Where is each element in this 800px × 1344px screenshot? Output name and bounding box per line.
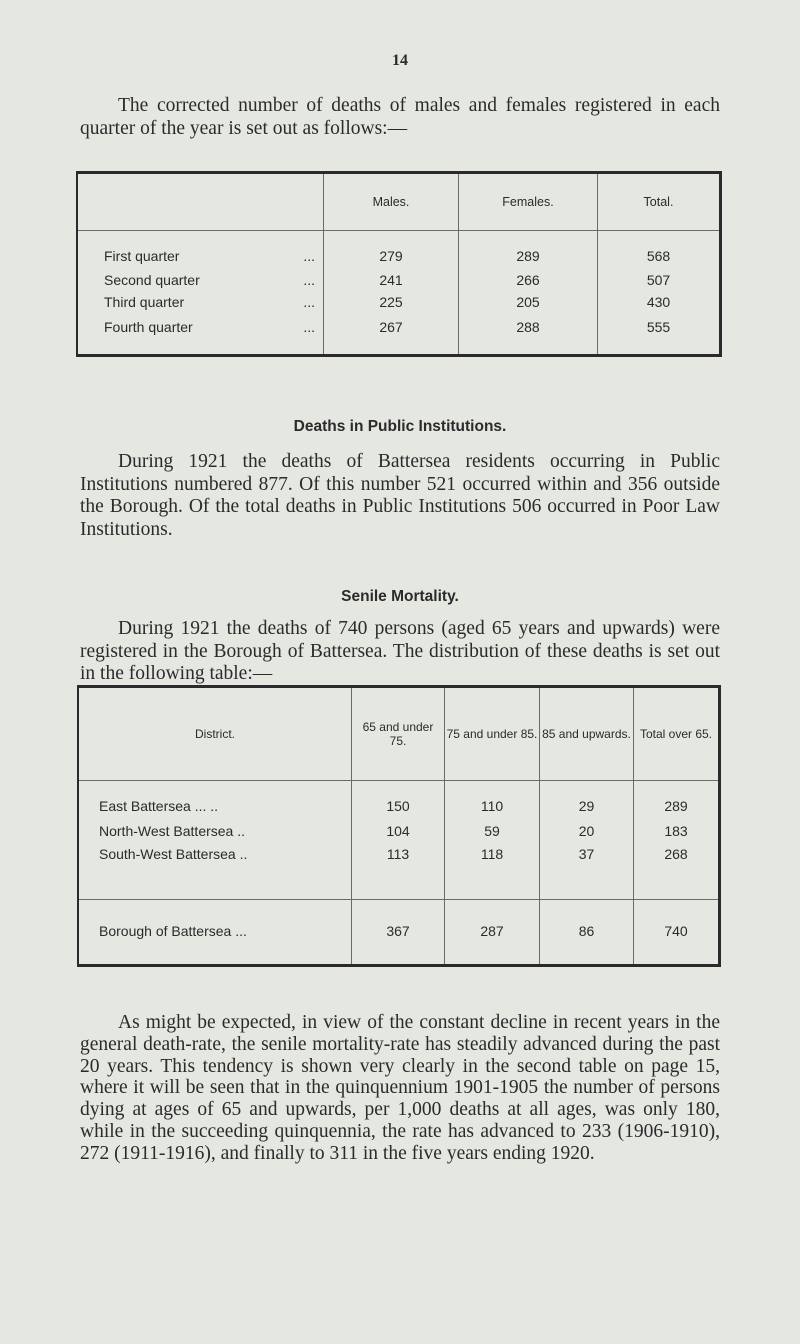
row-label: Borough of Battersea ... (99, 922, 247, 939)
cell-males: 241 (324, 269, 459, 292)
cell-total: 740 (634, 899, 720, 965)
quarterly-deaths-table (76, 171, 722, 357)
header-females: Females. (459, 173, 598, 231)
cell-females: 289 (459, 231, 598, 269)
row-label: Second quarter ... (104, 271, 315, 288)
header-males: Males. (324, 173, 459, 231)
closing-paragraph: As might be expected, in view of the constant decline in recent years in the general death-rate, the senile mortality-rate has steadily advanced during the past 20 years. This tendency is shown very clearly in the second table on page 15, where it will be seen that in the quinquennium 1901-1905 the number of persons dying at ages of 65 and upwards, per 1,000 deaths at all ages, was only 180, while in the succeeding quinquennia, the rate has advanced to 233 (1906-1910), 272 (1911-1916), and finally to 311 in the five years ending 1920. (80, 1012, 720, 1164)
cell-males: 225 (324, 291, 459, 314)
cell-total: 568 (598, 231, 721, 269)
table-row (77, 269, 721, 292)
row-label: East Battersea ... .. (99, 798, 219, 815)
row-label: First quarter ... (104, 247, 315, 264)
row-label: South-West Battersea .. (99, 845, 248, 862)
row-label: Third quarter ... (104, 294, 315, 311)
table-row (77, 291, 721, 314)
cell-65-75: 104 (352, 819, 445, 842)
cell-75-85: 59 (445, 819, 540, 842)
cell-65-75: 113 (352, 842, 445, 865)
cell-total: 268 (634, 842, 720, 865)
senile-mortality-table (77, 685, 721, 967)
header-total: Total. (598, 173, 721, 231)
page-number: 14 (392, 52, 408, 69)
cell-females: 288 (459, 314, 598, 356)
cell-85-up: 37 (540, 842, 634, 865)
cell-75-85: 110 (445, 781, 540, 820)
cell-85-up: 29 (540, 781, 634, 820)
cell-85-up: 20 (540, 819, 634, 842)
cell-85-up: 86 (540, 899, 634, 965)
row-label: Fourth quarter ... (104, 318, 315, 335)
senile-mortality-paragraph: During 1921 the deaths of 740 persons (aged 65 years and upwards) were registered in the Borough of Battersea. The distribution of these deaths is set out in the following table:— (80, 618, 720, 684)
table-row (77, 231, 721, 269)
cell-total: 183 (634, 819, 720, 842)
cell-total: 430 (598, 291, 721, 314)
cell-females: 266 (459, 269, 598, 292)
table-total-row (78, 899, 720, 965)
header-85-up: 85 and upwards. (540, 687, 634, 781)
row-label: North-West Battersea .. (99, 822, 246, 839)
header-total-over-65: Total over 65. (634, 687, 720, 781)
header-75-85: 75 and under 85. (445, 687, 540, 781)
cell-females: 205 (459, 291, 598, 314)
cell-males: 279 (324, 231, 459, 269)
public-institutions-paragraph: During 1921 the deaths of Battersea residents occurring in Public Institutions numbered 877. Of this number 521 occurred within and 356 outside the Borough. Of the total deaths in Public Institutions 506 occurred in Poor Law Institutions. (80, 451, 720, 540)
table-spacer-row (78, 865, 720, 899)
public-institutions-heading: Deaths in Public Institutions. (293, 418, 507, 435)
table-row (77, 314, 721, 356)
cell-total: 289 (634, 781, 720, 820)
cell-males: 267 (324, 314, 459, 356)
header-65-75: 65 and under 75. (352, 687, 445, 781)
senile-mortality-heading: Senile Mortality. (341, 588, 459, 605)
cell-total: 555 (598, 314, 721, 356)
intro-paragraph: The corrected number of deaths of males and females registered in each quarter of the year is set out as follows:— (80, 95, 720, 139)
cell-65-75: 367 (352, 899, 445, 965)
cell-75-85: 287 (445, 899, 540, 965)
cell-total: 507 (598, 269, 721, 292)
table-header-row (78, 687, 720, 781)
header-blank (77, 173, 324, 231)
table-header-row (77, 173, 721, 231)
table-row (78, 819, 720, 842)
cell-65-75: 150 (352, 781, 445, 820)
header-district: District. (78, 687, 352, 781)
table-row (78, 842, 720, 865)
table-row (78, 781, 720, 820)
cell-75-85: 118 (445, 842, 540, 865)
